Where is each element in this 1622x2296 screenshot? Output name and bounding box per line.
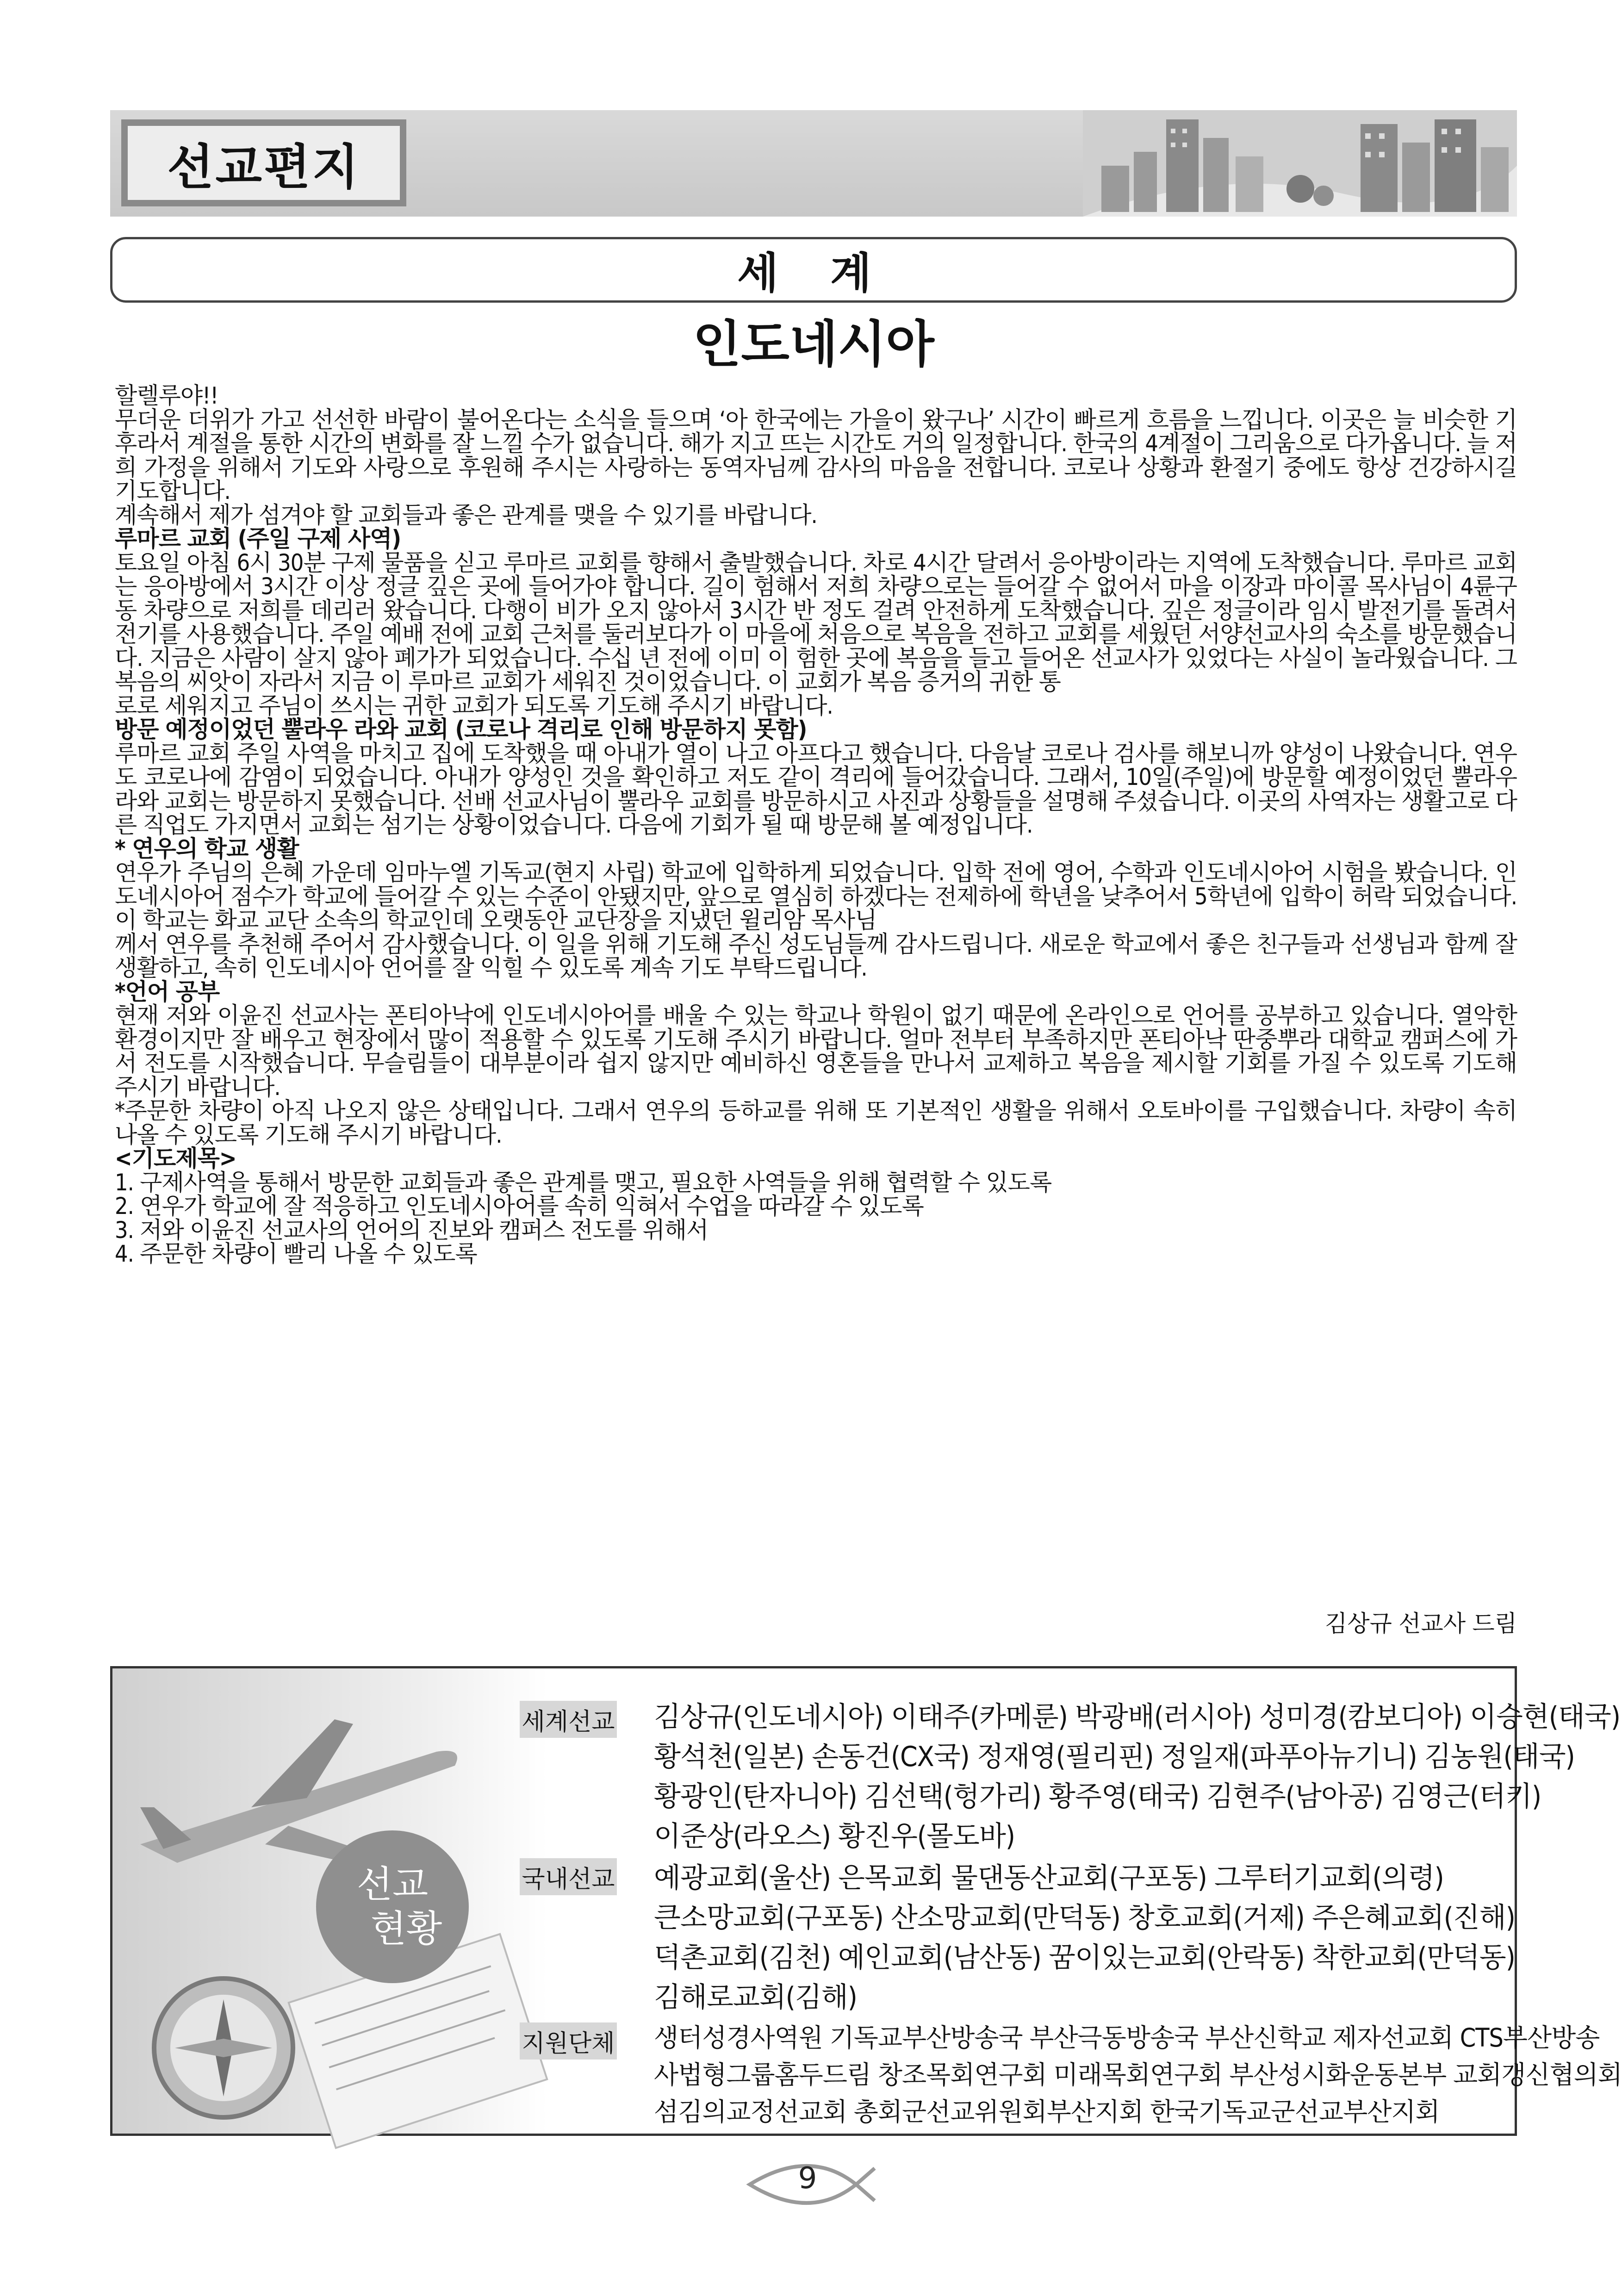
section-heading: *언어 공부 bbox=[115, 978, 220, 1005]
list-line: 황석천(일본) 손동건(CX국) 정재영(필리핀) 정일재(파푸아뉴기니) 김농원(태국) bbox=[654, 1741, 1575, 1773]
prayer-item: 2. 연우가 학교에 잘 적응하고 인도네시아어를 속히 익혀서 수업을 따라갈 수 있도록 bbox=[115, 1193, 924, 1220]
category-label-support: 지원단체 bbox=[520, 2022, 617, 2060]
list-line: 섬김의교정선교회 총회군선교위원회부산지회 한국기독교군선교부산지회 bbox=[654, 2097, 1440, 2127]
list-line: 이준상(라오스) 황진우(몰도바) bbox=[654, 1820, 1015, 1853]
status-badge-line1: 선교 bbox=[356, 1863, 429, 1906]
letter-paragraph: 무더운 더위가 가고 선선한 바람이 불어온다는 소식을 들으며 ‘아 한국에는 가을이 왔구나’ 시간이 빠르게 흐름을 느낍니다. 이곳은 늘 비슷한 기후라서 계절을 통한 시간의 변화를 잘 느낄 수가 없습니다. 해가 지고 뜨는 시간도 거의 일정합니다. 한국의 4계절이 그리움으로 다가옵니다. 늘 저희 가정을 위해서 기도와 사랑으로 후원해 주시는 사랑하는 동역자님께 감사의 마음을 전합니다. 코로나 상황과 환절기 중에도 항상 건강하시길 기도합니다. bbox=[115, 406, 1517, 504]
status-badge-line2: 현황 bbox=[370, 1907, 442, 1950]
section-tag: 선교편지 bbox=[121, 119, 406, 206]
list-line: 김해로교회(김해) bbox=[654, 1981, 857, 2014]
list-line: 큰소망교회(구포동) 산소망교회(만덕동) 창호교회(거제) 주은혜교회(진해) bbox=[654, 1902, 1515, 1934]
letter-body bbox=[115, 384, 1517, 1266]
signature: 김상규 선교사 드림 bbox=[1325, 1610, 1517, 1637]
domestic-mission-list bbox=[654, 1858, 1515, 2017]
letter-paragraph: 루마르 교회 주일 사역을 마치고 집에 도착했을 때 아내가 열이 나고 아프다고 했습니다. 다음날 코로나 검사를 해보니까 양성이 나왔습니다. 연우도 코로나에 감염이 되었습니다. 아내가 양성인 것을 확인하고 저도 같이 격리에 들어갔습니다. 그래서, 10일(주일)에 방문할 예정이었던 뿔라우 라와 교회는 방문하지 못했습니다. 선배 선교사님이 뿔라우 교회를 방문하시고 사진과 상황들을 설명해 주셨습니다. 이곳의 사역자는 생활고로 다른 직업도 가지면서 교회는 섬기는 상황이었습니다. 다음에 기회가 될 때 방문해 볼 예정입니다. bbox=[115, 740, 1517, 838]
prayer-item: 1. 구제사역을 통해서 방문한 교회들과 좋은 관계를 맺고, 필요한 사역들을 위해 협력할 수 있도록 bbox=[115, 1169, 1052, 1196]
support-org-list bbox=[654, 2019, 1622, 2130]
status-badge bbox=[316, 1830, 469, 1983]
letter-paragraph: 계속해서 제가 섬겨야 할 교회들과 좋은 관계를 맺을 수 있기를 바랍니다. bbox=[115, 501, 817, 529]
category-label-world: 세계선교 bbox=[520, 1701, 617, 1738]
letter-paragraph: 연우가 주님의 은혜 가운데 임마누엘 기독교(현지 사립) 학교에 입학하게 되었습니다. 입학 전에 영어, 수학과 인도네시아어 시험을 봤습니다. 인도네시아어 점수가 학교에 들어갈 수 있는 수준이 안됐지만, 앞으로 열심히 하겠다는 전제하에 학년을 낮추어서 5학년에 입학이 허락 되었습니다. 이 학교는 화교 교단 소속의 학교인데 오랫동안 교단장을 지냈던 윌리암 목사님 bbox=[115, 859, 1517, 933]
city-illustration bbox=[1083, 110, 1517, 217]
prayer-item: 4. 주문한 차량이 빨리 나올 수 있도록 bbox=[115, 1240, 477, 1267]
page-number bbox=[740, 2157, 879, 2212]
letter-paragraph: 께서 연우를 추천해 주어서 감사했습니다. 이 일을 위해 기도해 주신 성도님들께 감사드립니다. 새로운 학교에서 좋은 친구들과 선생님과 함께 잘 생활하고, 속히 인도네시아 언어를 잘 익힐 수 있도록 계속 기도 부탁드립니다. bbox=[115, 930, 1517, 981]
list-line: 사법형그룹홈두드림 창조목회연구회 미래목회연구회 부산성시화운동본부 교회갱신협의회 bbox=[654, 2060, 1622, 2090]
letter-paragraph: 현재 저와 이윤진 선교사는 폰티아낙에 인도네시아어를 배울 수 있는 학교나 학원이 없기 때문에 온라인으로 언어를 공부하고 있습니다. 열악한 환경이지만 잘 배우고 현장에서 많이 적용할 수 있도록 기도해 주시기 바랍니다. 얼마 전부터 부족하지만 폰티아낙 딴중뿌라 대학교 캠퍼스에 가서 전도를 시작했습니다. 무슬림들이 대부분이라 쉽지 않지만 예비하신 영혼들을 만나서 교제하고 복음을 제시할 기회를 가질 수 있도록 기도해 주시기 바랍니다. bbox=[115, 1002, 1517, 1101]
list-line: 생터성경사역원 기독교부산방송국 부산극동방송국 부산신학교 제자선교회 CTS부산방송 bbox=[654, 2023, 1600, 2053]
world-mission-list bbox=[654, 1697, 1620, 1856]
country-title: 인도네시아 bbox=[693, 316, 934, 373]
letter-paragraph: *주문한 차량이 아직 나오지 않은 상태입니다. 그래서 연우의 등하교를 위해 또 기본적인 생활을 위해서 오토바이를 구입했습니다. 차량이 속히 나올 수 있도록 기도해 주시기 바랍니다. bbox=[115, 1097, 1517, 1148]
page-number-text: 9 bbox=[798, 2161, 817, 2196]
list-line: 덕촌교회(김천) 예인교회(남산동) 꿈이있는교회(안락동) 착한교회(만덕동) bbox=[654, 1941, 1515, 1974]
section-heading: 루마르 교회 (주일 구제 사역) bbox=[115, 525, 401, 552]
list-line: 황광인(탄자니아) 김선택(헝가리) 황주영(태국) 김현주(남아공) 김영근(터키) bbox=[654, 1780, 1541, 1813]
list-line: 예광교회(울산) 은목교회 물댄동산교회(구포동) 그루터기교회(의령) bbox=[654, 1862, 1444, 1894]
list-line: 김상규(인도네시아) 이태주(카메룬) 박광배(러시아) 성미경(캄보디아) 이승현(태국) bbox=[654, 1701, 1620, 1733]
category-label-domestic: 국내선교 bbox=[520, 1858, 617, 1895]
mission-status-box bbox=[110, 1666, 1622, 2136]
section-heading: 방문 예정이었던 뿔라우 라와 교회 (코로나 격리로 인해 방문하지 못함) bbox=[115, 716, 807, 743]
letter-greeting: 할렐루야!! bbox=[115, 382, 218, 409]
section-heading: * 연우의 학교 생활 bbox=[115, 835, 299, 862]
letter-paragraph: 토요일 아침 6시 30분 구제 물품을 싣고 루마르 교회를 향해서 출발했습니다. 차로 4시간 달려서 응아방이라는 지역에 도착했습니다. 루마르 교회는 응아방에서 3시간 이상 정글 깊은 곳에 들어가야 합니다. 길이 험해서 저희 차량으로는 들어갈 수 없어서 마을 이장과 마이콜 목사님이 4륜구동 차량으로 저희를 데리러 왔습니다. 다행이 비가 오지 않아서 3시간 반 정도 걸려 안전하게 도착했습니다. 깊은 정글이라 임시 발전기를 돌려서 전기를 사용했습니다. 주일 예배 전에 교회 근처를 둘러보다가 이 마을에 처음으로 복음을 전하고 교회를 세웠던 서양선교사의 숙소를 방문했습니다. 지금은 사람이 살지 않아 폐가가 되었습니다. 수십 년 전에 이미 이 험한 곳에 복음을 들고 들어온 선교사가 있었다는 사실이 놀라웠습니다. 그 복음의 씨앗이 자라서 지금 이 루마르 교회가 세워진 것이었습니다. 이 교회가 복음 증거의 귀한 통 bbox=[115, 549, 1517, 695]
region-bar: 세 계 bbox=[110, 237, 1517, 303]
prayer-item: 3. 저와 이윤진 선교사의 언어의 진보와 캠퍼스 전도를 위해서 bbox=[115, 1216, 708, 1244]
prayer-heading: <기도제목> bbox=[115, 1145, 236, 1172]
letter-paragraph: 로로 세워지고 주님이 쓰시는 귀한 교회가 되도록 기도해 주시기 바랍니다. bbox=[115, 692, 833, 719]
